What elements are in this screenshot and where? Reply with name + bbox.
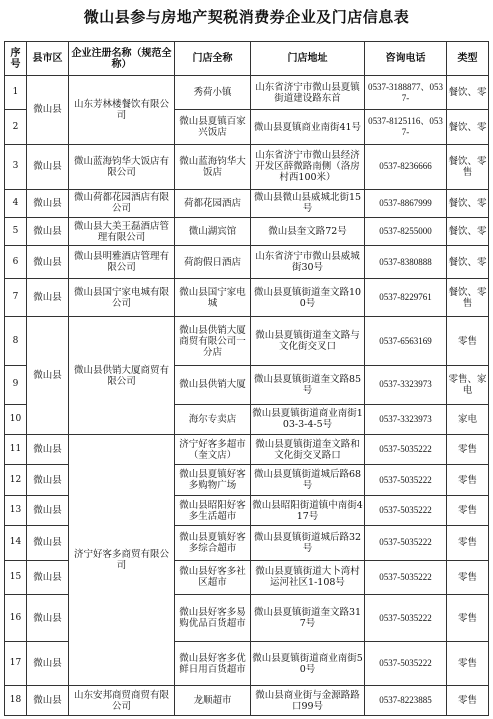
row-no: 13 [5, 495, 27, 525]
table-row [5, 76, 489, 110]
row-no: 16 [5, 595, 27, 642]
row-address: 微山县昭阳街道镇中南街417号 [251, 495, 365, 525]
row-address: 微山县夏镇街道城后路32号 [251, 526, 365, 560]
row-type: 餐饮、零售 [447, 278, 489, 317]
header-type: 类型 [447, 42, 489, 76]
row-address: 微山县夏镇街道奎文路85号 [251, 366, 365, 405]
row-phone: 0537-8229761 [365, 278, 447, 317]
row-phone: 0537-8125116、0537- [365, 110, 447, 144]
row-no: 7 [5, 278, 27, 317]
row-store: 微山县夏镇好客多综合超市 [175, 526, 251, 560]
row-type: 零售 [447, 317, 489, 366]
row-county: 微山县 [27, 278, 69, 317]
row-address: 微山县夏镇街道奎文路317号 [251, 595, 365, 642]
row-store: 微山县好客多易购优品百货超市 [175, 595, 251, 642]
row-address: 微山县夏镇街道商业南街50号 [251, 641, 365, 686]
header-phone: 咨询电话 [365, 42, 447, 76]
row-no: 15 [5, 560, 27, 594]
row-company: 微山荷都花园酒店有限公司 [69, 189, 175, 217]
table-row [5, 317, 489, 366]
row-type: 零售 [447, 560, 489, 594]
row-address: 微山县夏镇街道大卜湾村运河社区1-108号 [251, 560, 365, 594]
row-address: 微山县夏镇街道商业南街103-3-4-5号 [251, 404, 365, 434]
row-phone: 0537-8255000 [365, 217, 447, 245]
row-phone: 0537-5035222 [365, 526, 447, 560]
row-type: 餐饮、零 [447, 76, 489, 110]
row-phone: 0537-3323973 [365, 404, 447, 434]
row-county: 微山县 [27, 217, 69, 245]
row-store: 微山县国宁家电城 [175, 278, 251, 317]
row-no: 4 [5, 189, 27, 217]
row-store: 微山县供销大厦商贸有限公司一分店 [175, 317, 251, 366]
header-store: 门店全称 [175, 42, 251, 76]
row-store: 济宁好客多超市（奎文店） [175, 434, 251, 464]
row-address: 微山县微山县威城北街15号 [251, 189, 365, 217]
row-address: 山东省济宁市微山县夏镇街道建设路东首 [251, 76, 365, 110]
row-company: 微山县大美王磊酒店管理有限公司 [69, 217, 175, 245]
row-county: 微山县 [27, 144, 69, 189]
table-row [5, 246, 489, 278]
row-no: 8 [5, 317, 27, 366]
row-company: 山东芳林楼餐饮有限公司 [69, 76, 175, 145]
header-row [5, 42, 489, 76]
row-store: 荷韵假日酒店 [175, 246, 251, 278]
row-company: 山东安邦商贸商贸有限公司 [69, 686, 175, 716]
row-address: 微山县夏镇街道城后路68号 [251, 465, 365, 495]
row-type: 零售 [447, 495, 489, 525]
row-type: 餐饮、零 [447, 110, 489, 144]
row-county: 微山县 [27, 434, 69, 464]
row-county: 微山县 [27, 76, 69, 145]
row-phone: 0537-6563169 [365, 317, 447, 366]
row-phone: 0537-5035222 [365, 560, 447, 594]
header-address: 门店地址 [251, 42, 365, 76]
row-county: 微山县 [27, 526, 69, 560]
row-phone: 0537-5035222 [365, 465, 447, 495]
row-no: 1 [5, 76, 27, 110]
row-company: 微山县国宁家电城有限公司 [69, 278, 175, 317]
row-address: 微山县夏镇街道奎文路100号 [251, 278, 365, 317]
row-type: 零售 [447, 641, 489, 686]
row-no: 5 [5, 217, 27, 245]
row-company: 微山县明雅酒店管理有限公司 [69, 246, 175, 278]
table-row [5, 189, 489, 217]
header-no: 序号 [5, 42, 27, 76]
row-phone: 0537-8236666 [365, 144, 447, 189]
row-type: 零售、家电 [447, 366, 489, 405]
row-company: 济宁好客多商贸有限公司 [69, 434, 175, 686]
row-company: 微山县供销大厦商贸有限公司 [69, 317, 175, 435]
row-no: 14 [5, 526, 27, 560]
row-store: 微山县供销大厦 [175, 366, 251, 405]
row-phone: 0537-5035222 [365, 595, 447, 642]
row-type: 零售 [447, 686, 489, 716]
row-county: 微山县 [27, 465, 69, 495]
row-store: 微山湖宾馆 [175, 217, 251, 245]
header-county: 县市区 [27, 42, 69, 76]
row-type: 零售 [447, 465, 489, 495]
enterprise-store-table [4, 41, 489, 716]
row-address: 山东省济宁市微山县威城街30号 [251, 246, 365, 278]
row-address: 微山县商业街与金源路路口99号 [251, 686, 365, 716]
row-store: 海尔专卖店 [175, 404, 251, 434]
page-title: 微山县参与房地产契税消费券企业及门店信息表 [83, 8, 410, 26]
table-row [5, 144, 489, 189]
row-store: 荷都花园酒店 [175, 189, 251, 217]
row-type: 零售 [447, 526, 489, 560]
row-type: 餐饮、零 [447, 246, 489, 278]
row-store: 微山县昭阳好客多生活超市 [175, 495, 251, 525]
row-store: 龙顺超市 [175, 686, 251, 716]
row-county: 微山县 [27, 686, 69, 716]
row-store: 微山蓝海钧华大饭店 [175, 144, 251, 189]
row-no: 11 [5, 434, 27, 464]
row-type: 餐饮、零 [447, 189, 489, 217]
table-row [5, 686, 489, 716]
row-no: 18 [5, 686, 27, 716]
row-type: 餐饮、零售 [447, 144, 489, 189]
row-company: 微山蓝海钧华大饭店有限公司 [69, 144, 175, 189]
table-row [5, 217, 489, 245]
row-store: 秀荷小镇 [175, 76, 251, 110]
row-type: 家电 [447, 404, 489, 434]
row-store: 微山县好客多社区超市 [175, 560, 251, 594]
row-phone: 0537-8223885 [365, 686, 447, 716]
row-address: 微山县夏镇商业南街41号 [251, 110, 365, 144]
row-type: 零售 [447, 434, 489, 464]
row-store: 微山县好客多优鲜日用百货超市 [175, 641, 251, 686]
row-address: 微山县夏镇街道奎文路与文化街交叉口 [251, 317, 365, 366]
row-county: 微山县 [27, 189, 69, 217]
row-phone: 0537-5035222 [365, 495, 447, 525]
row-phone: 0537-3323973 [365, 366, 447, 405]
row-county: 微山县 [27, 317, 69, 435]
row-address: 微山县奎文路72号 [251, 217, 365, 245]
row-no: 6 [5, 246, 27, 278]
row-phone: 0537-8380888 [365, 246, 447, 278]
table-row [5, 278, 489, 317]
row-type: 零售 [447, 595, 489, 642]
row-no: 9 [5, 366, 27, 405]
row-store: 微山县夏镇好客多购物广场 [175, 465, 251, 495]
row-county: 微山县 [27, 246, 69, 278]
row-county: 微山县 [27, 641, 69, 686]
row-no: 3 [5, 144, 27, 189]
row-county: 微山县 [27, 495, 69, 525]
row-phone: 0537-5035222 [365, 641, 447, 686]
row-phone: 0537-3188877、0537- [365, 76, 447, 110]
row-no: 2 [5, 110, 27, 144]
row-store: 微山县夏镇百家兴饭店 [175, 110, 251, 144]
row-address: 微山县夏镇街道奎文路和文化街交叉路口 [251, 434, 365, 464]
row-county: 微山县 [27, 595, 69, 642]
row-type: 餐饮、零 [447, 217, 489, 245]
header-company: 企业注册名称（规范全称） [69, 42, 175, 76]
table-row [5, 434, 489, 464]
row-county: 微山县 [27, 560, 69, 594]
row-phone: 0537-8867999 [365, 189, 447, 217]
row-address: 山东省济宁市微山县经济开发区薛微路南侧（洛房村西100米） [251, 144, 365, 189]
row-no: 12 [5, 465, 27, 495]
row-no: 10 [5, 404, 27, 434]
row-phone: 0537-5035222 [365, 434, 447, 464]
row-no: 17 [5, 641, 27, 686]
